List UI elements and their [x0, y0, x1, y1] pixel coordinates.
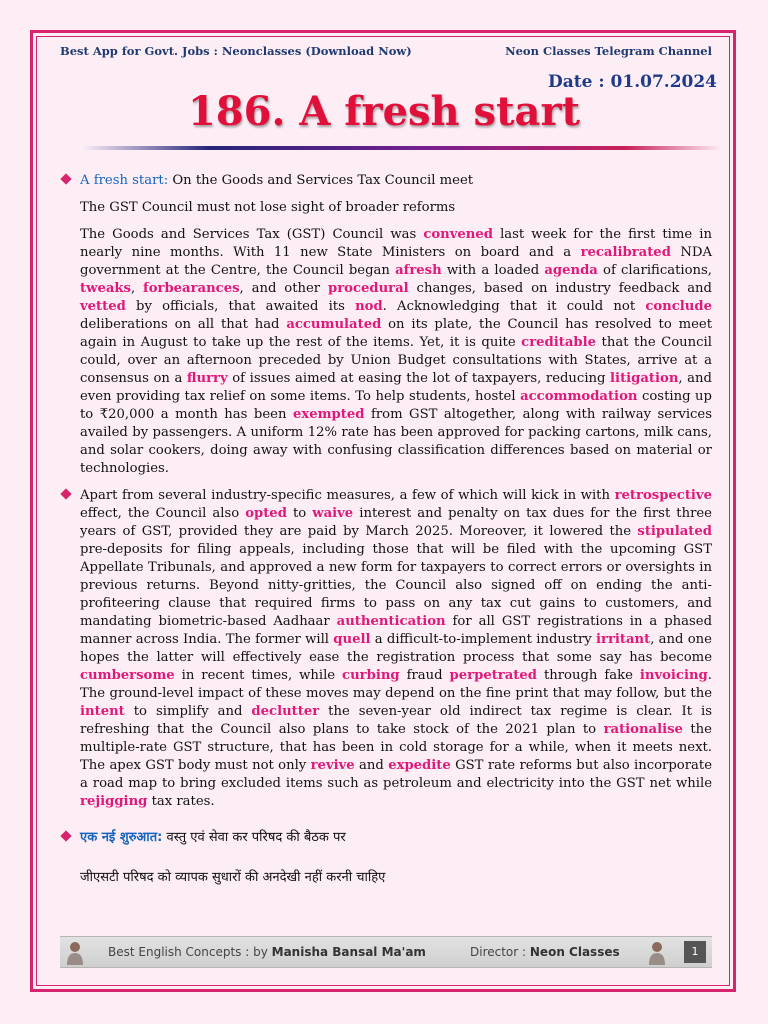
page-title: 186. A fresh start [187, 88, 581, 135]
diamond-bullet-icon [60, 488, 71, 499]
article-content [62, 172, 712, 887]
vocab-highlight: accommodation [520, 389, 638, 404]
hindi-section-label: एक नई शुरुआत: [80, 830, 163, 845]
paragraph-2: Apart from several industry-specific measures, a few of which will kick in with retrospective effect, the Council also opted to waive interest and penalty on tax dues for the first three years of GST, provided they are paid by March 2025. Moreover, it lowered the stipulated pre-deposits for filing appeals, including those that will be filed with the upcoming GST Appellate Tribunals, and approved a new form for taxpayers to correct errors or oversights in previous returns. Beyond nitty-gritties, the Council also signed off on ending the anti-profiteering clause that required firms to pass on any tax cut gains to customers, and mandating biometric-based Aadhaar authentication for all GST registrations in a phased manner across India. The former will quell a difficult-to-implement industry irritant, and one hopes the latter will effectively ease the registration process that some say has become cumbersome in recent times, while curbing fraud perpetrated through fake invoicing. The ground-level impact of these moves may depend on the fine print that may follow, but the intent to simplify and declutter the seven-year old indirect tax regime is clear. It is refreshing that the Council also plans to take stock of the 2021 plan to rationalise the multiple-rate GST structure, that has been in cold storage for a while, when it meets next. The apex GST body must not only revive and expedite GST rate reforms but also incorporate a road map to bring excluded items such as petroleum and electricity into the GST net while rejigging tax rates. [80, 488, 713, 809]
section-english-heading [62, 172, 712, 478]
paragraph-1: The Goods and Services Tax (GST) Council was convened last week for the first time in nearly nine months. With 11 new State Ministers on board and a recalibrated NDA government at the Centre, the Council began afresh with a loaded agenda of clarifications, tweaks, forbearances, and other procedural changes, based on industry feedback and vetted by officials, that awaited its nod. Acknowledging that it could not conclude deliberations on all that had accumulated on its plate, the Council has resolved to meet again in August to take up the rest of the items. Yet, it is quite creditable that the Council could, over an afternoon preceded by Union Budget consultations with States, arrive at a consensus on a flurry of issues aimed at easing the lot of taxpayers, reducing litigation, and even providing tax relief on some items. To help students, hostel accommodation costing up to ₹20,000 a month has been exempted from GST altogether, along with railway services availed by passengers. A uniform 12% rate has been approved for packing cartons, milk cans, and solar cookers, doing away with confusing classification differences based on material or technologies. [80, 227, 712, 476]
vocab-highlight: perpetrated [449, 668, 538, 683]
vocab-highlight: expedite [388, 758, 451, 773]
vocab-highlight: flurry [186, 371, 228, 386]
vocab-highlight: invoicing [639, 668, 708, 683]
vocab-highlight: litigation [610, 371, 679, 386]
vocab-highlight: recalibrated [580, 245, 671, 260]
vocab-highlight: forbearances [143, 281, 240, 296]
section-intro: On the Goods and Services Tax Council meet [168, 173, 474, 188]
vocab-highlight: tweaks [80, 281, 131, 296]
vocab-highlight: quell [333, 632, 371, 647]
vocab-highlight: revive [310, 758, 355, 773]
section-subtitle: The GST Council must not lose sight of broader reforms [80, 200, 456, 215]
vocab-highlight: agenda [544, 263, 598, 278]
vocab-highlight: convened [423, 227, 494, 242]
vocab-highlight: authentication [336, 614, 446, 629]
vocab-highlight: declutter [251, 704, 320, 719]
date-label: Date : 01.07.2024 [548, 72, 718, 92]
footer-director: Director : Neon Classes [470, 945, 620, 959]
section-paragraph-2 [62, 487, 712, 811]
header-app-link[interactable]: Best App for Govt. Jobs : Neonclasses (Download Now) [60, 44, 412, 58]
vocab-highlight: procedural [327, 281, 409, 296]
vocab-highlight: exempted [292, 407, 365, 422]
hindi-subtitle: जीएसटी परिषद को व्यापक सुधारों की अनदेखी नहीं करनी चाहिए [80, 870, 386, 885]
vocab-highlight: creditable [521, 335, 597, 350]
section-hindi-heading [62, 829, 712, 887]
vocab-highlight: accumulated [286, 317, 382, 332]
vocab-highlight: rejigging [80, 794, 148, 809]
author-avatar-icon [646, 939, 668, 965]
vocab-highlight: irritant [595, 632, 651, 647]
vocab-highlight: vetted [80, 299, 126, 314]
vocab-highlight: intent [80, 704, 125, 719]
page-number: 1 [684, 941, 706, 963]
vocab-highlight: cumbersome [80, 668, 175, 683]
author-avatar-icon [64, 939, 86, 965]
vocab-highlight: curbing [342, 668, 400, 683]
hindi-section-intro: वस्तु एवं सेवा कर परिषद की बैठक पर [162, 830, 346, 845]
footer-bar [60, 936, 712, 968]
footer-author: Best English Concepts : by Manisha Bansal Ma'am [108, 945, 426, 959]
vocab-highlight: retrospective [614, 488, 712, 503]
vocab-highlight: nod [355, 299, 383, 314]
vocab-highlight: conclude [645, 299, 712, 314]
vocab-highlight: opted [245, 506, 287, 521]
vocab-highlight: stipulated [637, 524, 712, 539]
header-telegram-link[interactable]: Neon Classes Telegram Channel [505, 44, 712, 58]
title-underline [82, 146, 722, 150]
section-label: A fresh start: [80, 173, 169, 188]
vocab-highlight: afresh [395, 263, 442, 278]
header-bar [60, 44, 712, 58]
diamond-bullet-icon [60, 830, 71, 841]
diamond-bullet-icon [60, 173, 71, 184]
vocab-highlight: waive [312, 506, 354, 521]
vocab-highlight: rationalise [603, 722, 683, 737]
